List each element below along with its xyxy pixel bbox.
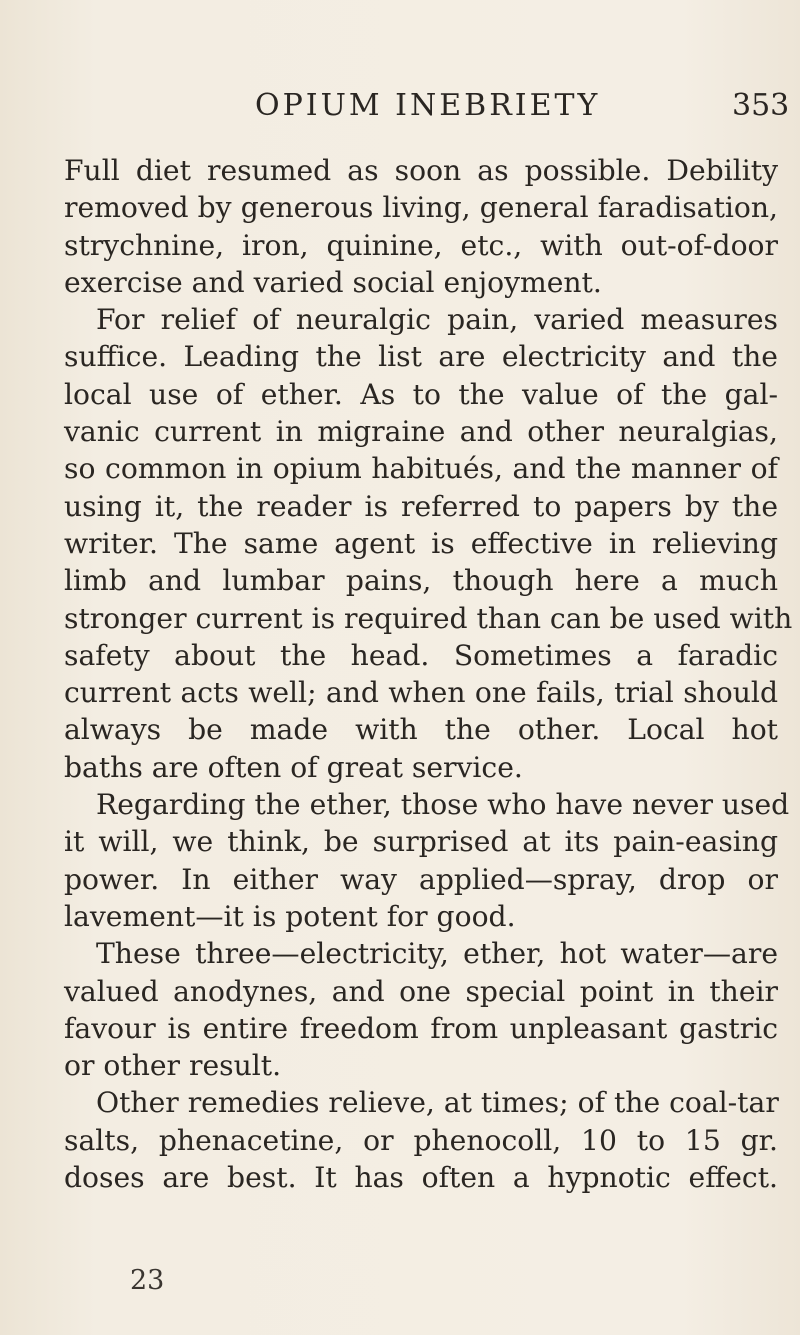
text-line: always be made with the other. Local hot	[64, 713, 778, 747]
text-line: doses are best. It has often a hypnotic effect.	[64, 1161, 778, 1195]
text-line: using it, the reader is referred to papers by the	[64, 489, 778, 523]
text-line: exercise and varied social enjoyment.	[64, 265, 602, 299]
text-line: favour is entire freedom from unpleasant gastric	[64, 1011, 778, 1045]
text-line: it will, we think, be surprised at its pain-easing	[64, 825, 778, 859]
text-line: vanic current in migraine and other neuralgias,	[64, 415, 778, 449]
text-line: power. In either way applied—spray, drop or	[64, 862, 778, 896]
text-line: lavement—it is potent for good.	[64, 899, 516, 933]
text-line: baths are often of great service.	[64, 750, 523, 784]
text-line: local use of ether. As to the value of the gal-	[64, 377, 778, 411]
text-line: suffice. Leading the list are electricity and the	[64, 340, 778, 374]
paragraph-start-line: Regarding the ether, those who have never used	[96, 788, 790, 822]
text-line: valued anodynes, and one special point in their	[64, 974, 778, 1008]
page-number: 353	[732, 88, 790, 123]
running-head-title: OPIUM INEBRIETY	[255, 88, 601, 123]
text-line: salts, phenacetine, or phenocoll, 10 to 15 gr.	[64, 1123, 778, 1157]
paragraph-start-line: Other remedies relieve, at times; of the coal-tar	[96, 1086, 779, 1120]
text-line: stronger current is required than can be used with	[64, 601, 793, 635]
body-text	[64, 152, 793, 1196]
text-line: or other result.	[64, 1049, 282, 1083]
text-line: Full diet resumed as soon as possible. Debility	[64, 154, 778, 187]
text-line: writer. The same agent is effective in relieving	[64, 526, 778, 560]
paragraph-start-line: These three—electricity, ether, hot water—are	[96, 937, 778, 971]
text-line: so common in opium habitués, and the manner of	[64, 452, 778, 486]
text-line: safety about the head. Sometimes a faradic	[64, 638, 778, 672]
text-line: removed by generous living, general faradisation,	[64, 191, 778, 225]
running-head	[0, 88, 800, 128]
text-line: current acts well; and when one fails, trial should	[64, 676, 778, 710]
text-line: limb and lumbar pains, though here a much	[64, 564, 778, 598]
signature-mark: 23	[130, 1265, 165, 1296]
paragraph-start-line: For relief of neuralgic pain, varied measures	[96, 303, 778, 337]
text-line: strychnine, iron, quinine, etc., with out-of-door	[64, 228, 778, 262]
